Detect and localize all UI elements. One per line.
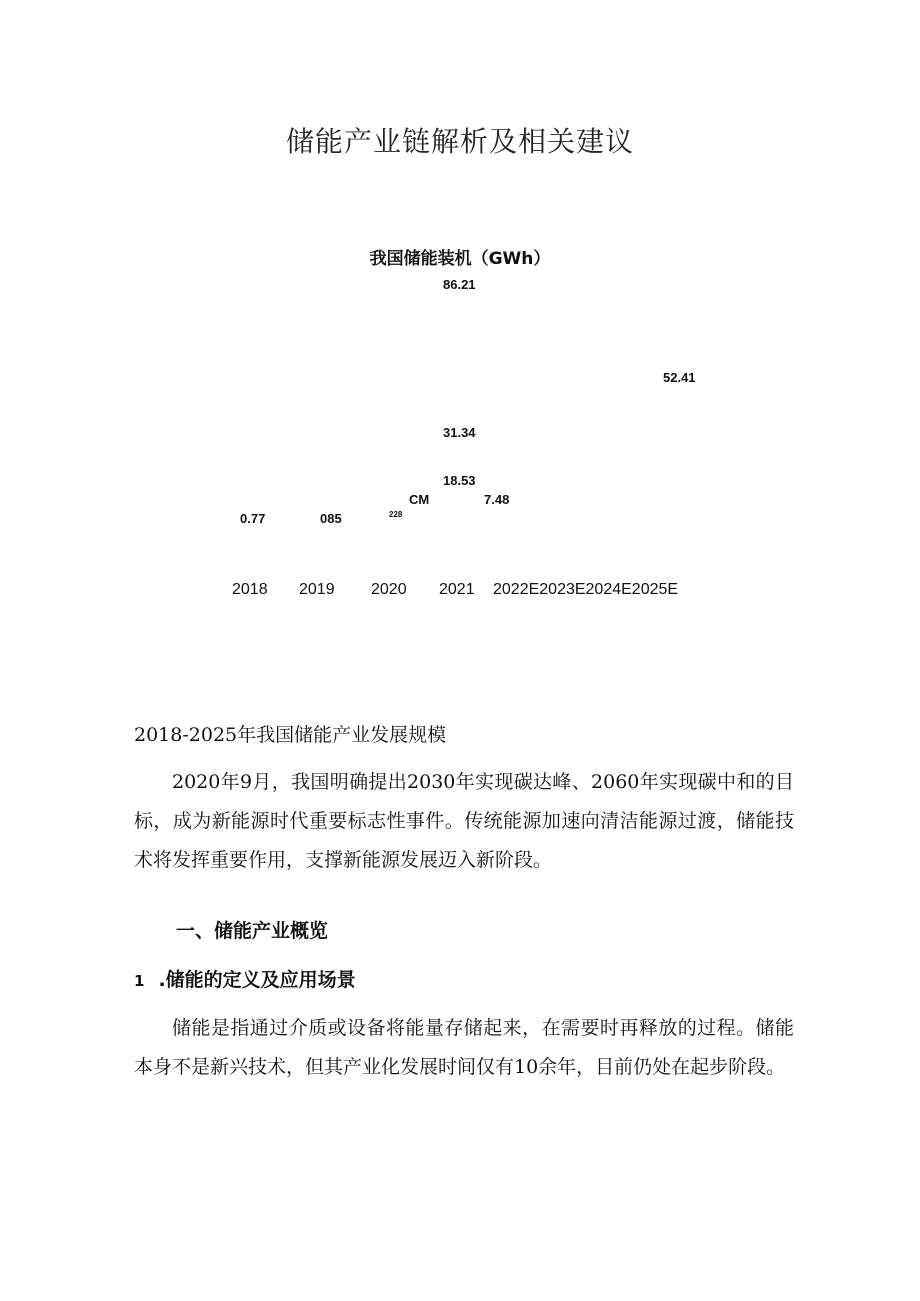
- subsection-title: .储能的定义及应用场景: [158, 969, 356, 991]
- paragraph-definition: 储能是指通过介质或设备将能量存储起来，在需要时再释放的过程。储能本身不是新兴技术，但其产业化发展时间仅有10余年，目前仍处在起步阶段。: [134, 1017, 794, 1078]
- section-heading-overview: 一、储能产业概览: [176, 920, 329, 942]
- data-label-2018: 0.77: [240, 511, 266, 526]
- x-tick-2020: 2020: [371, 581, 407, 598]
- x-tick-2019: 2019: [299, 581, 335, 598]
- data-label-2020: 228: [389, 510, 403, 519]
- data-label-2025e-b: 86.21: [443, 277, 476, 292]
- x-tick-2018: 2018: [232, 581, 268, 598]
- data-label-2021: CM: [409, 492, 430, 507]
- subsection-number: 1: [134, 972, 145, 990]
- chart-title: 我国储能装机（GWh）: [369, 249, 551, 269]
- data-label-2024e: 31.34: [443, 425, 476, 440]
- installed-capacity-chart: [0, 0, 920, 640]
- data-label-2022e: 7.48: [484, 492, 510, 507]
- data-label-2023e: 18.53: [443, 473, 476, 488]
- document-title: 储能产业链解析及相关建议: [285, 125, 634, 158]
- x-tick-2022e-2025e: 2022E2023E2024E2025E: [493, 581, 679, 598]
- chart-caption: 2018-2025年我国储能产业发展规模: [134, 724, 447, 746]
- data-label-2025e-a: 52.41: [663, 370, 696, 385]
- data-label-2019: 085: [320, 511, 342, 526]
- subsection-heading-definition: [134, 965, 356, 992]
- x-tick-2021: 2021: [439, 581, 475, 598]
- paragraph-intro: 2020年9月，我国明确提出2030年实现碳达峰、2060年实现碳中和的目标，成为新能源时代重要标志性事件。传统能源加速向清洁能源过渡，储能技术将发挥重要作用，支撑新能源发展迈入新阶段。: [134, 771, 794, 871]
